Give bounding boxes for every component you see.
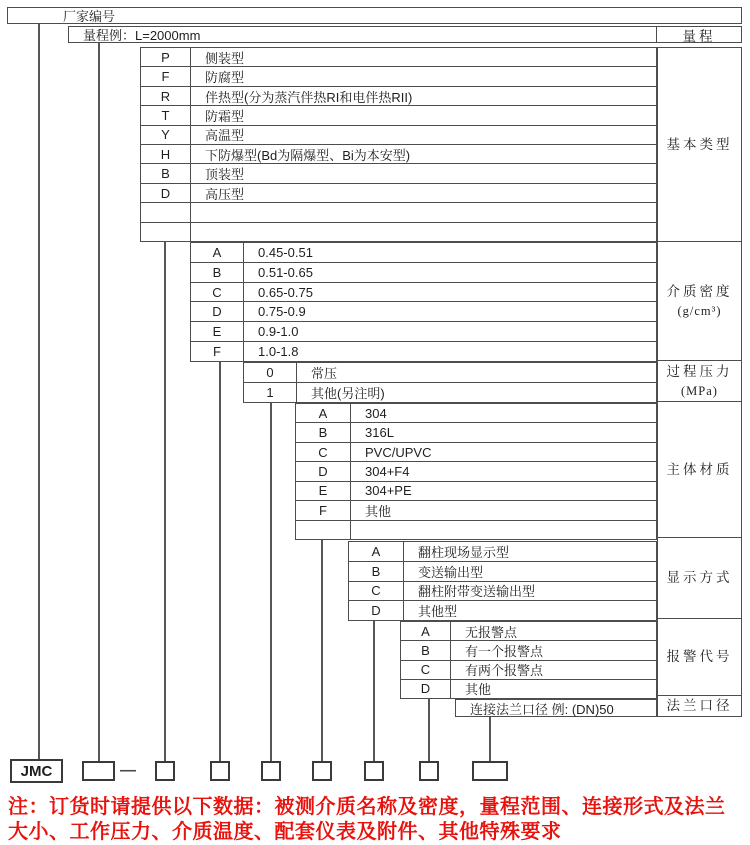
option-row <box>296 423 656 442</box>
option-row <box>141 126 656 145</box>
option-row <box>401 641 656 660</box>
option-row <box>244 383 656 402</box>
option-code: A <box>401 622 451 640</box>
model-prefix-box: JMC <box>10 759 63 783</box>
option-code: B <box>349 562 404 581</box>
range-example-text: 量程例：L=2000mm <box>83 28 201 43</box>
option-row <box>141 87 656 106</box>
option-code: T <box>141 106 191 124</box>
option-desc: 0.65-0.75 <box>258 284 313 300</box>
code-box-display-mode <box>364 761 384 781</box>
option-desc: PVC/UPVC <box>365 444 432 460</box>
option-code: E <box>191 322 244 341</box>
option-row <box>349 582 656 602</box>
alarm-code-table <box>400 621 657 699</box>
code-box-body-material <box>312 761 332 781</box>
option-desc: 304+F4 <box>365 463 410 479</box>
ordering-note <box>8 795 748 845</box>
display-mode-table <box>348 541 657 621</box>
option-code: A <box>296 404 351 422</box>
option-row <box>296 462 656 481</box>
code-box-medium-density <box>210 761 230 781</box>
option-desc: 其他 <box>365 503 392 519</box>
option-desc: 侧装型 <box>205 50 245 66</box>
option-desc: 高压型 <box>205 186 245 202</box>
option-row <box>191 342 656 361</box>
option-code <box>141 223 191 241</box>
ordering-note-line1: 注：订货时请提供以下数据：被测介质名称及密度，量程范围、连接形式及法兰 <box>8 796 726 818</box>
range-row <box>68 26 742 43</box>
option-row <box>141 223 656 241</box>
option-desc: 翻柱附带变送输出型 <box>418 584 536 600</box>
option-row <box>296 501 656 520</box>
option-desc: 下防爆型(Bd为隔爆型、Bi为本安型) <box>205 147 411 163</box>
option-code: 1 <box>244 383 297 402</box>
connector-line <box>321 540 323 761</box>
connector-line <box>373 621 375 761</box>
flange-size-text: 连接法兰口径 例: (DN)50 <box>470 701 614 717</box>
option-row <box>401 661 656 680</box>
connector-line <box>38 24 40 759</box>
option-code: A <box>191 243 244 262</box>
option-desc: 其他型 <box>418 604 458 620</box>
manufacturer-row <box>7 7 742 24</box>
option-code: Y <box>141 126 191 144</box>
option-desc: 有两个报警点 <box>465 663 544 679</box>
option-row <box>141 184 656 203</box>
category-medium-density: 介质密度 (g/cm³) <box>658 242 741 361</box>
category-display-mode: 显示方式 <box>658 538 741 619</box>
code-box-basic-type <box>155 761 175 781</box>
option-code: F <box>296 501 351 519</box>
option-desc: 常压 <box>311 366 338 381</box>
option-code: D <box>296 462 351 480</box>
option-code <box>296 521 351 539</box>
option-desc: 304 <box>365 405 387 421</box>
option-row <box>349 542 656 562</box>
category-basic-type: 基本类型 <box>658 48 741 242</box>
connector-line <box>270 403 272 761</box>
body-material-table <box>295 403 657 540</box>
option-row <box>191 263 656 283</box>
code-box-process-pressure <box>261 761 281 781</box>
option-desc: 0.75-0.9 <box>258 304 306 320</box>
option-desc: 其他(另注明) <box>311 386 385 401</box>
option-row <box>141 106 656 125</box>
option-row <box>401 680 656 698</box>
option-code: F <box>191 342 244 361</box>
option-desc: 防腐型 <box>205 70 245 86</box>
option-desc: 伴热型(分为蒸汽伴热RI和电伴热RII) <box>205 89 413 105</box>
option-desc: 1.0-1.8 <box>258 344 299 360</box>
code-box-alarm-code <box>419 761 439 781</box>
option-code: R <box>141 87 191 105</box>
option-row <box>191 302 656 322</box>
option-desc: 无报警点 <box>465 624 518 640</box>
option-desc <box>351 521 656 539</box>
option-code: D <box>349 601 404 620</box>
option-code: C <box>191 283 244 302</box>
basic-type-table <box>140 47 657 242</box>
option-desc: 316L <box>365 425 394 441</box>
option-desc: 0.9-1.0 <box>258 324 299 340</box>
option-row <box>296 443 656 462</box>
option-code: E <box>296 482 351 500</box>
option-code: B <box>296 423 351 441</box>
connector-line <box>98 43 100 761</box>
option-desc: 304+PE <box>365 483 412 499</box>
ordering-note-line2: 大小、工作压力、介质温度、配套仪表及附件、其他特殊要求 <box>8 821 562 843</box>
connector-line <box>428 699 430 761</box>
option-desc: 其他 <box>465 682 492 698</box>
option-row <box>244 363 656 383</box>
connector-line <box>219 362 221 761</box>
flange-size-row <box>455 699 657 717</box>
category-alarm-code: 报警代号 <box>658 619 741 697</box>
option-code <box>141 203 191 221</box>
connector-line <box>489 717 491 761</box>
option-row <box>141 145 656 164</box>
option-row <box>141 67 656 86</box>
option-row <box>349 601 656 620</box>
option-desc: 顶装型 <box>205 167 245 183</box>
option-code: C <box>349 582 404 601</box>
option-desc: 翻柱现场显示型 <box>418 544 510 560</box>
manufacturer-label: 厂家编号 <box>63 9 116 24</box>
option-desc: 0.45-0.51 <box>258 244 313 260</box>
option-code: H <box>141 145 191 163</box>
option-desc: 0.51-0.65 <box>258 264 313 280</box>
option-code: D <box>191 302 244 321</box>
category-process-pressure: 过程压力 (MPa) <box>658 361 741 402</box>
option-code: A <box>349 542 404 561</box>
option-row <box>401 622 656 641</box>
code-separator-dash: — <box>120 762 136 779</box>
option-code: C <box>296 443 351 461</box>
option-row <box>296 482 656 501</box>
option-desc <box>191 223 656 241</box>
option-desc: 防霜型 <box>205 108 245 124</box>
option-code: D <box>141 184 191 202</box>
option-code: P <box>141 48 191 66</box>
option-row <box>296 404 656 423</box>
category-flange-size: 法兰口径 <box>666 698 733 714</box>
option-desc: 变送输出型 <box>418 564 484 580</box>
option-row <box>296 521 656 539</box>
option-code: B <box>191 263 244 282</box>
option-code: B <box>401 641 451 659</box>
category-body-material: 主体材质 <box>658 402 741 538</box>
option-row <box>141 203 656 222</box>
option-code: 0 <box>244 363 297 382</box>
option-row <box>141 164 656 183</box>
process-pressure-table <box>243 362 657 403</box>
category-label-column <box>657 47 742 717</box>
option-row <box>141 48 656 67</box>
code-box-range <box>82 761 115 781</box>
option-row <box>191 243 656 263</box>
connector-line <box>164 242 166 761</box>
option-desc <box>191 203 656 221</box>
option-desc: 高温型 <box>205 128 245 144</box>
option-code: D <box>401 680 451 698</box>
code-box-flange-size <box>472 761 508 781</box>
medium-density-table <box>190 242 657 362</box>
option-code: F <box>141 67 191 85</box>
option-row <box>191 322 656 342</box>
range-category-label: 量程 <box>656 27 741 42</box>
option-row <box>191 283 656 303</box>
option-row <box>349 562 656 582</box>
option-desc: 有一个报警点 <box>465 643 544 659</box>
option-code: B <box>141 164 191 182</box>
option-code: C <box>401 661 451 679</box>
